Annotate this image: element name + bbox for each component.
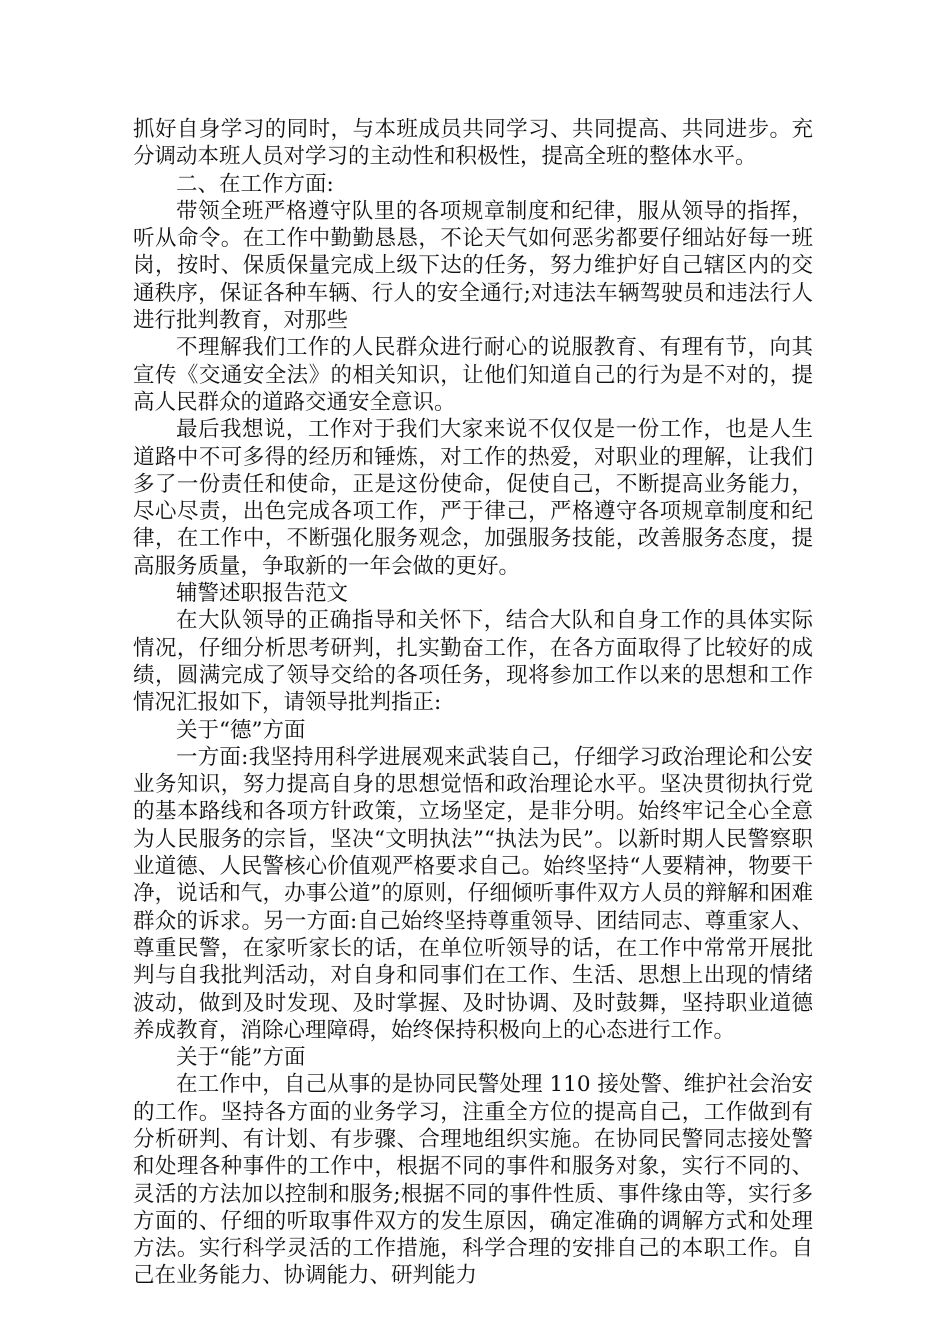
- document-page: [133, 116, 813, 1290]
- paragraph-work-duties: 带领全班严格遵守队里的各项规章制度和纪律，服从领导的指挥，听从命令。在工作中勤勤恳恳，不论天气如何恶劣都要仔细站好每一班岗，按时、保质保量完成上级下达的任务，努力维护好自己辖区内的交通秩序，保证各种车辆、行人的安全通行;对违法车辆驾驶员和违法行人进行批判教育，对那些: [133, 198, 813, 334]
- paragraph-de: 一方面:我坚持用科学进展观来武装自己，仔细学习政治理论和公安业务知识，努力提高自身的思想觉悟和政治理论水平。坚决贯彻执行党的基本路线和各项方针政策，立场坚定，是非分明。始终牢记全心全意为人民服务的宗旨，坚决“文明执法”“执法为民”。以新时期人民警察职业道德、人民警核心价值观严格要求自己。始终坚持“人要精神，物要干净，说话和气，办事公道”的原则，仔细倾听事件双方人员的辩解和困难群众的诉求。另一方面:自己始终坚持尊重领导、团结同志、尊重家人、尊重民警，在家听家长的话，在单位听领导的话，在工作中常常开展批判与自我批判活动，对自身和同事们在工作、生活、思想上出现的情绪波动，做到及时发现、及时掌握、及时协调、及时鼓舞，坚持职业道德养成教育，消除心理障碍，始终保持积极向上的心态进行工作。: [133, 744, 813, 1043]
- paragraph-intro: 抓好自身学习的同时，与本班成员共同学习、共同提高、共同进步。充分调动本班人员对学习的主动性和积极性，提高全班的整体水平。: [133, 117, 813, 170]
- section-heading-neng: 关于“能”方面: [176, 1045, 306, 1071]
- section-heading-work: 二、在工作方面:: [176, 171, 334, 197]
- document-subtitle: 辅警述职报告范文: [176, 581, 349, 607]
- paragraph-neng: 在工作中，自己从事的是协同民警处理 110 接处警、维护社会治安的工作。坚持各方面的业务学习，注重全方位的提高自己，工作做到有分析研判、有计划、有步骤、合理地组织实施。在协同民警同志接处警和处理各种事件的工作中，根据不同的事件和服务对象，实行不同的、灵活的方法加以控制和服务;根据不同的事件性质、事件缘由等，实行多方面的、仔细的听取事件双方的发生原因，确定准确的调解方式和处理方法。实行科学灵活的工作措施，科学合理的安排自己的本职工作。自己在业务能力、协调能力、研判能力: [133, 1072, 813, 1289]
- paragraph-public-education: 不理解我们工作的人民群众进行耐心的说服教育、有理有节，向其宣传《交通安全法》的相关知识，让他们知道自己的行为是不对的，提高人民群众的道路交通安全意识。: [133, 335, 813, 415]
- section-heading-de: 关于“德”方面: [176, 717, 306, 743]
- paragraph-report-intro: 在大队领导的正确指导和关怀下，结合大队和自身工作的具体实际情况，仔细分析思考研判，扎实勤奋工作，在各方面取得了比较好的成绩，圆满完成了领导交给的各项任务，现将参加工作以来的思想和工作情况汇报如下，请领导批判指正:: [133, 608, 813, 716]
- paragraph-conclusion: 最后我想说，工作对于我们大家来说不仅仅是一份工作，也是人生道路中不可多得的经历和锤炼，对工作的热爱，对职业的理解，让我们多了一份责任和使命，正是这份使命，促使自己，不断提高业务能力，尽心尽责，出色完成各项工作，严于律己，严格遵守各项规章制度和纪律，在工作中，不断强化服务观念，加强服务技能，改善服务态度，提高服务质量，争取新的一年会做的更好。: [133, 417, 813, 579]
